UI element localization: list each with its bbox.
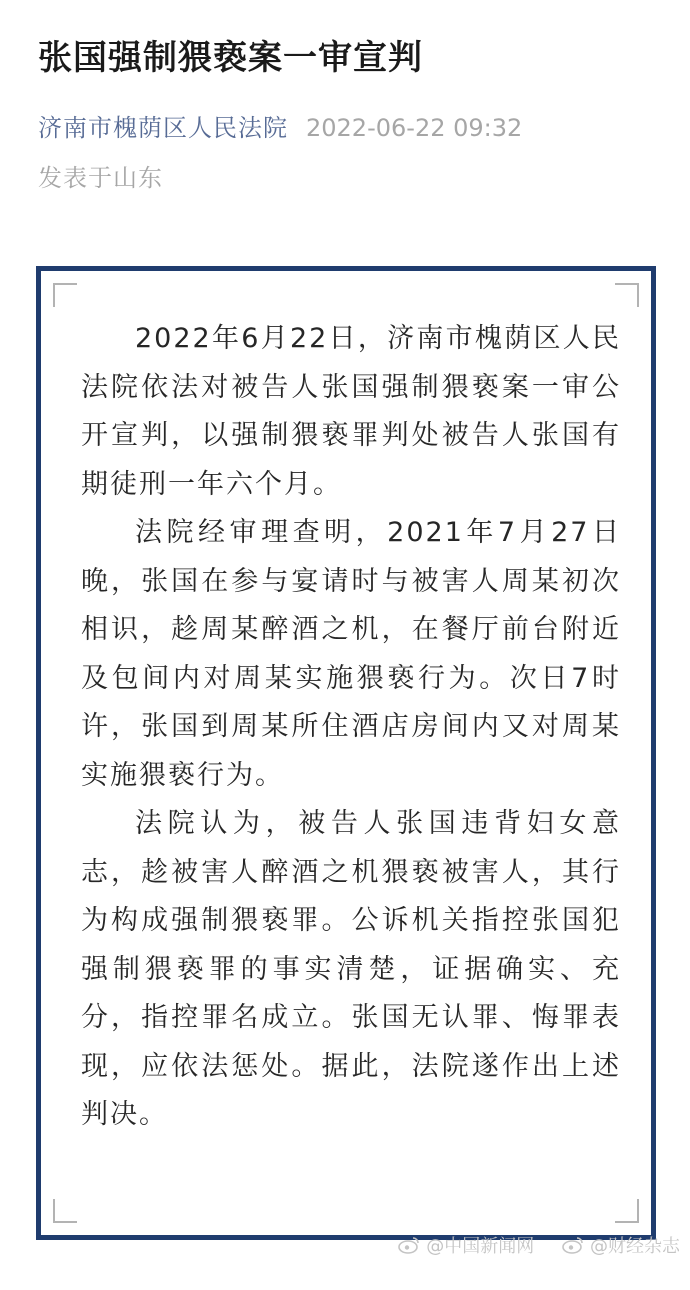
article-meta (38, 108, 522, 143)
body-paragraph: 法院认为，被告人张国违背妇女意志，趁被害人醉酒之机猥亵被害人，其行为构成强制猥亵罪。公诉机关指控张国犯强制猥亵罪的事实清楚，证据确实、充分，指控罪名成立。张国无认罪、悔罪表现，应依法惩处。据此，法院遂作出上述判决。 (81, 808, 621, 1130)
body-paragraph: 2022年6月22日，济南市槐荫区人民法院依法对被告人张国强制猥亵案一审公开宣判，以强制猥亵罪判处被告人张国有期徒刑一年六个月。 (81, 323, 621, 500)
weibo-icon (562, 1236, 584, 1254)
watermarks (376, 1232, 680, 1259)
publish-datetime: 2022-06-22 09:32 (306, 114, 523, 142)
source-link[interactable]: 济南市槐荫区人民法院 (38, 114, 288, 142)
watermark-text: @中国新闻网 (426, 1236, 535, 1257)
watermark-text: @财经杂志 (590, 1236, 680, 1257)
article-title: 张国强制猥亵案一审宣判 (38, 38, 423, 78)
announcement-frame (36, 266, 656, 1240)
publish-location: 发表于山东 (38, 164, 163, 192)
corner-decoration (615, 283, 639, 307)
corner-decoration (53, 283, 77, 307)
watermark (562, 1232, 680, 1258)
weibo-icon (398, 1236, 420, 1254)
announcement-body (81, 315, 621, 1140)
watermark (398, 1232, 534, 1258)
corner-decoration (53, 1199, 77, 1223)
body-paragraph: 法院经审理查明，2021年7月27日晚，张国在参与宴请时与被害人周某初次相识，趁周某醉酒之机，在餐厅前台附近及包间内对周某实施猥亵行为。次日7时许，张国到周某所住酒店房间内又对周某实施猥亵行为。 (81, 517, 621, 791)
corner-decoration (615, 1199, 639, 1223)
